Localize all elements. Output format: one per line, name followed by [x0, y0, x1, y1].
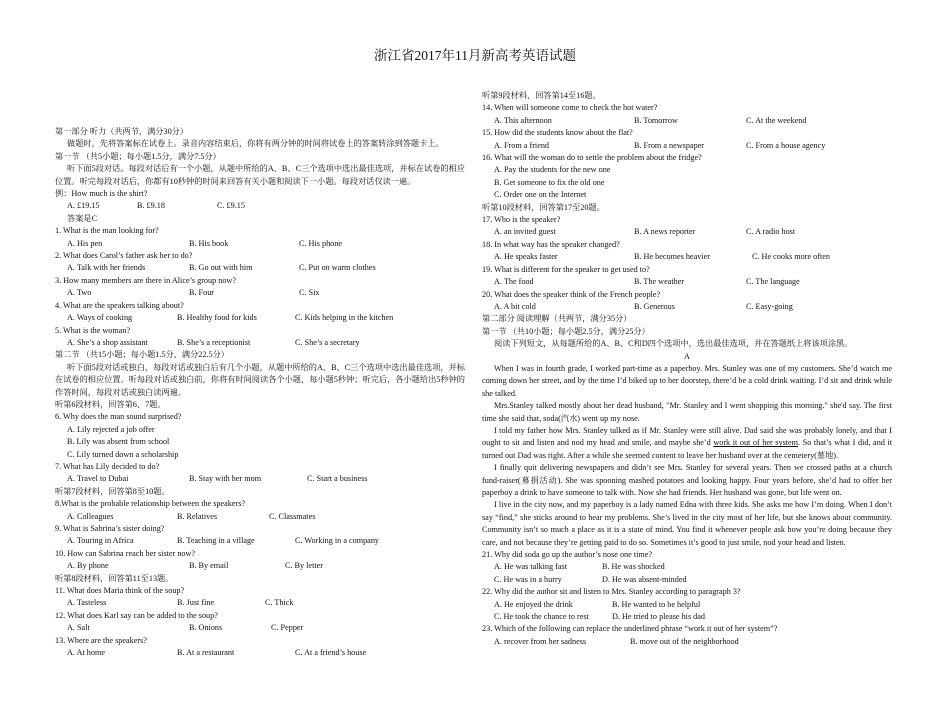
- question-6-option-b: B. Lily was absent from school: [67, 437, 170, 447]
- question-15: 15. How did the students know about the flat?: [482, 128, 633, 138]
- option: B. A news reporter: [634, 227, 696, 237]
- option: A. By phone: [67, 561, 109, 571]
- part2-heading: 第二部分 阅读理解（共两节，满分35分）: [482, 314, 632, 324]
- paragraph-3-text-a: I told my father how Mrs. Stanley talked as if Mr. Stanley were still alive. Dad said she was probably lonely, and that I ought to sit and listen and nod my head and smile, and maybe she’d: [482, 425, 892, 448]
- option: B. At a restaurant: [177, 648, 235, 658]
- question-4-options: [55, 312, 465, 324]
- reading-section1-heading: 第一节 （共10小题；每小题2.5分，满分25分）: [482, 326, 650, 336]
- option: A. Colleagues: [67, 511, 114, 521]
- question-13-options: [55, 647, 465, 659]
- passage-paragraph-4: I finally quit delivering newspapers and didn’t see Mrs. Stanley for several years. Then we crossed paths at a church fund-raiser(募捐活动). She was spooning mashed potatoes and looking happy. Four years before, she’d had to offer her paperboy a drink to have someone to talk with. Now she had friends. Her husband was gone, but life went on.: [482, 463, 892, 497]
- option: C. £9.15: [217, 201, 245, 211]
- question-2: 2. What does Carol’s father ask her to do?: [55, 251, 193, 261]
- question-9: 9. What is Sabrina’s sister doing?: [55, 524, 165, 533]
- question-12-options: [55, 622, 465, 634]
- example-options: [55, 200, 465, 212]
- question-18-options: [482, 251, 892, 263]
- question-9-options: [55, 535, 465, 547]
- material-10: 听第10段材料，回答第17至20题。: [482, 202, 605, 212]
- part1-heading: 第一部分 听力（共两节，满分30分）: [55, 127, 189, 136]
- material-6: 听第6段材料，回答第6、7题。: [55, 399, 166, 409]
- passage-paragraph-2: Mrs.Stanley talked mostly about her dead husband, "Mr. Stanley and I went shopping this morning." she'd say. The first time she said that, soda(汽水) went up my nose.: [482, 401, 892, 423]
- option: A. He enjoyed the drink: [494, 599, 573, 609]
- option: B. Generous: [634, 301, 675, 311]
- reading-instructions: 阅读下列短文，从每题所给的A、B、C和D四个选项中，选出最佳选项，并在答题纸上将该项涂黑。: [494, 339, 853, 349]
- question-19: 19. What is different for the speaker to get used to?: [482, 264, 650, 274]
- option: A. He speaks faster: [494, 252, 558, 262]
- option: A. A bit cold: [494, 301, 536, 311]
- option: C. His phone: [299, 238, 342, 248]
- option: A. She’s a shop assistant: [67, 337, 148, 347]
- underlined-phrase: work it out of her system: [713, 438, 799, 448]
- option: B. move out of the neighborhood: [630, 636, 739, 646]
- option: B. £9.18: [137, 201, 165, 211]
- option: B. His book: [189, 238, 229, 248]
- question-14-options: [482, 115, 892, 127]
- option: C. Thick: [265, 598, 294, 608]
- option: B. Healthy food for kids: [177, 313, 257, 323]
- question-16-option-b: B. Get someone to fix the old one: [494, 177, 605, 187]
- left-column: [55, 126, 465, 659]
- option: A. He was talking fast: [494, 562, 567, 572]
- option: C. She’s a secretary: [295, 337, 360, 347]
- question-17-options: [482, 226, 892, 238]
- option: A. Tasteless: [67, 598, 107, 608]
- question-8-options: [55, 511, 465, 523]
- option: C. Working in a company: [295, 536, 380, 546]
- passage-paragraph-1: When I was in fourth grade, I worked part-time as a paperboy. Mrs. Stanley was one of my customers. She’d watch me coming down her street, and by the time I’d biked up to her doorstep, there’d be a cold drink waiting. I’d sit and drink while she talked.: [482, 363, 892, 398]
- option: B. He becomes heavier: [634, 252, 710, 262]
- question-1-options: [55, 238, 465, 250]
- option: C. Put on warm clothes: [299, 263, 376, 273]
- question-2-options: [55, 262, 465, 274]
- question-23: 23. Which of the following can replace the underlined phrase “work it out of her system”?: [482, 624, 778, 634]
- section1-heading: 第一节 （共5小题；每小题1.5分，满分7.5分）: [55, 151, 221, 161]
- question-12: 12. What does Karl say can be added to the soup?: [55, 610, 218, 620]
- question-7-options: [55, 473, 465, 485]
- question-8: 8.What is the probable relationship between the speakers?: [55, 499, 246, 509]
- section2-instructions: 听下面5段对话或独白，每段对话或独白后有几个小题，从题中所给的A、B、C三个选项中选出最佳选项，并标在试卷的相应位置。听每段对话或独白前，你将有时间阅读各个小题，每小题5秒钟；听完后，各小题给出5秒钟的作答时间，每段对话或独白读两遍。: [55, 362, 465, 397]
- question-13: 13. Where are the speakers?: [55, 635, 147, 645]
- option: B. By email: [189, 561, 229, 571]
- option: B. From a newspaper: [634, 140, 705, 150]
- option: C. He cooks more often: [752, 252, 830, 262]
- question-6: 6. Why does the man sound surprised?: [55, 412, 182, 422]
- option: B. He was shocked: [602, 562, 665, 572]
- option: B. She’s a receptionist: [177, 337, 251, 347]
- question-22-options-ab: [482, 599, 892, 611]
- example-answer: 答案是C: [67, 213, 98, 223]
- option: A. Salt: [67, 623, 90, 633]
- option: A. £19.15: [67, 201, 100, 211]
- option: C. Start a business: [307, 474, 368, 484]
- question-16: 16. What will the woman do to settle the problem about the fridge?: [482, 153, 702, 163]
- option: A. recover from her sadness: [494, 636, 587, 646]
- option: B. The weather: [634, 277, 685, 287]
- question-7: 7. What has Lily decided to do?: [55, 461, 160, 471]
- option: C. From a house agency: [746, 140, 826, 150]
- option: C. Six: [299, 288, 320, 298]
- option: A. His pen: [67, 238, 103, 248]
- question-6-option-c: C. Lily turned down a scholarship: [67, 449, 179, 459]
- option: B. Just fine: [177, 598, 215, 608]
- option: B. Stay with her mom: [189, 474, 262, 484]
- option: A. Touring in Africa: [67, 536, 134, 546]
- option: A. Ways of cooking: [67, 313, 133, 323]
- option: C. Pepper: [271, 623, 304, 633]
- option: A. Travel to Dubai: [67, 474, 129, 484]
- option: A. Talk with her friends: [67, 263, 146, 273]
- option: D. He was absent-minded: [602, 574, 687, 584]
- option: C. At a friend’s house: [295, 648, 367, 658]
- question-6-option-a: A. Lily rejected a job offer: [67, 424, 155, 434]
- option: C. The language: [746, 277, 800, 287]
- option: B. Onions: [189, 623, 223, 633]
- option: A. From a friend: [494, 140, 550, 150]
- question-22-options-cd: [482, 611, 892, 623]
- option: C. He took the chance to rest: [494, 612, 589, 622]
- option: D. He tried to please his dad: [612, 612, 705, 622]
- question-20: 20. What does the speaker think of the French people?: [482, 289, 661, 299]
- passage-paragraph-3: [482, 425, 892, 462]
- option: C. Easy-going: [746, 301, 793, 311]
- option: A. Two: [67, 288, 92, 298]
- question-10-options: [55, 560, 465, 572]
- option: C. By letter: [285, 561, 323, 571]
- page-title: 浙江省2017年11月新高考英语试题: [374, 48, 576, 63]
- material-8: 听第8段材料，回答第11至13题。: [55, 573, 174, 583]
- question-1: 1. What is the man looking for?: [55, 226, 159, 236]
- section1-instructions: 听下面5段对话。每段对话后有一个小题，从题中所给的A、B、C三个选项中选出最佳选项，并标在试卷的相应位置。听完每段对话后，你都有10秒钟的时间来回答有关小题和阅读下一小题。每段对话仅读一遍。: [55, 164, 465, 186]
- option: A. The food: [494, 277, 534, 287]
- option: C. At the weekend: [746, 115, 807, 125]
- option: A. an invited guest: [494, 227, 556, 237]
- listening-intro: 做题时，先将答案标在试卷上。录音内容结束后，你将有两分钟的时间将试卷上的答案转涂到答题卡上。: [67, 139, 444, 149]
- question-20-options: [482, 301, 892, 313]
- option: C. Kids helping in the kitchen: [295, 313, 394, 323]
- question-16-option-a: A. Pay the students for the new one: [494, 165, 611, 175]
- question-14: 14. When will someone come to check the hot water?: [482, 103, 658, 113]
- passage-paragraph-5: I live in the city now, and my paperboy is a lady named Edna with three kids. She asks me how I’m doing. When I don’t say “find,” she sticks around to hear my problems. She’s lived in the city most of her life, but she knows about community. Community isn’t so much a place as it is a state of mind. You find it whenever people ask how you’re doing because they care, and not because they’re getting paid to do so. Sometimes it’s good to just smile, nod your head and listen.: [482, 500, 892, 547]
- passage-label: A: [684, 351, 690, 361]
- question-3-options: [55, 287, 465, 299]
- option: C. Classmates: [269, 511, 316, 521]
- option: A. This afternoon: [494, 115, 552, 125]
- question-15-options: [482, 140, 892, 152]
- right-column: [482, 90, 892, 648]
- option: C. A radio host: [746, 227, 796, 237]
- option: B. Relatives: [177, 511, 218, 521]
- question-16-option-c: C. Order one on the Internet: [494, 190, 587, 200]
- question-23-options-ab: [482, 636, 892, 648]
- question-18: 18. In what way has the speaker changed?: [482, 239, 620, 249]
- option: B. Four: [189, 288, 215, 298]
- question-21-options-ab: [482, 561, 892, 573]
- question-11: 11. What does Maria think of the soup?: [55, 586, 185, 596]
- question-21: 21. Why did soda go up the author’s nose one time?: [482, 550, 653, 560]
- option: B. Go out with him: [189, 263, 253, 273]
- option: B. Tomorrow: [634, 115, 678, 125]
- question-17: 17. Who is the speaker?: [482, 215, 561, 225]
- question-21-options-cd: [482, 574, 892, 586]
- question-5: 5. What is the woman?: [55, 325, 131, 335]
- example-question: 例：How much is the shirt?: [55, 189, 148, 199]
- material-9: 听第9段材料，回答第14至16题。: [482, 91, 601, 100]
- question-22: 22. Why did the author sit and listen to Mrs. Stanley according to paragraph 3?: [482, 587, 741, 597]
- question-4: 4. What are the speakers talking about?: [55, 300, 184, 310]
- material-7: 听第7段材料，回答第8至10题。: [55, 486, 170, 496]
- question-3: 3. How many members are there in Alice’s group now?: [55, 275, 236, 285]
- question-10: 10. How can Sabrina reach her sister now?: [55, 548, 196, 558]
- paragraph-3-text-b: . So that’s what I did, and it turned out Dad was right. After a while she seemed content to leave her husband over at the cemetery(墓地).: [482, 438, 892, 460]
- option: B. Teaching in a village: [177, 536, 255, 546]
- option: A. At home: [67, 648, 105, 658]
- question-11-options: [55, 597, 465, 609]
- question-19-options: [482, 276, 892, 288]
- section2-heading: 第二节 （共15小题；每小题1.5分，满分22.5分）: [55, 350, 229, 360]
- option: B. He wanted to be helpful: [612, 599, 701, 609]
- option: C. He was in a hurry: [494, 574, 562, 584]
- question-5-options: [55, 337, 465, 349]
